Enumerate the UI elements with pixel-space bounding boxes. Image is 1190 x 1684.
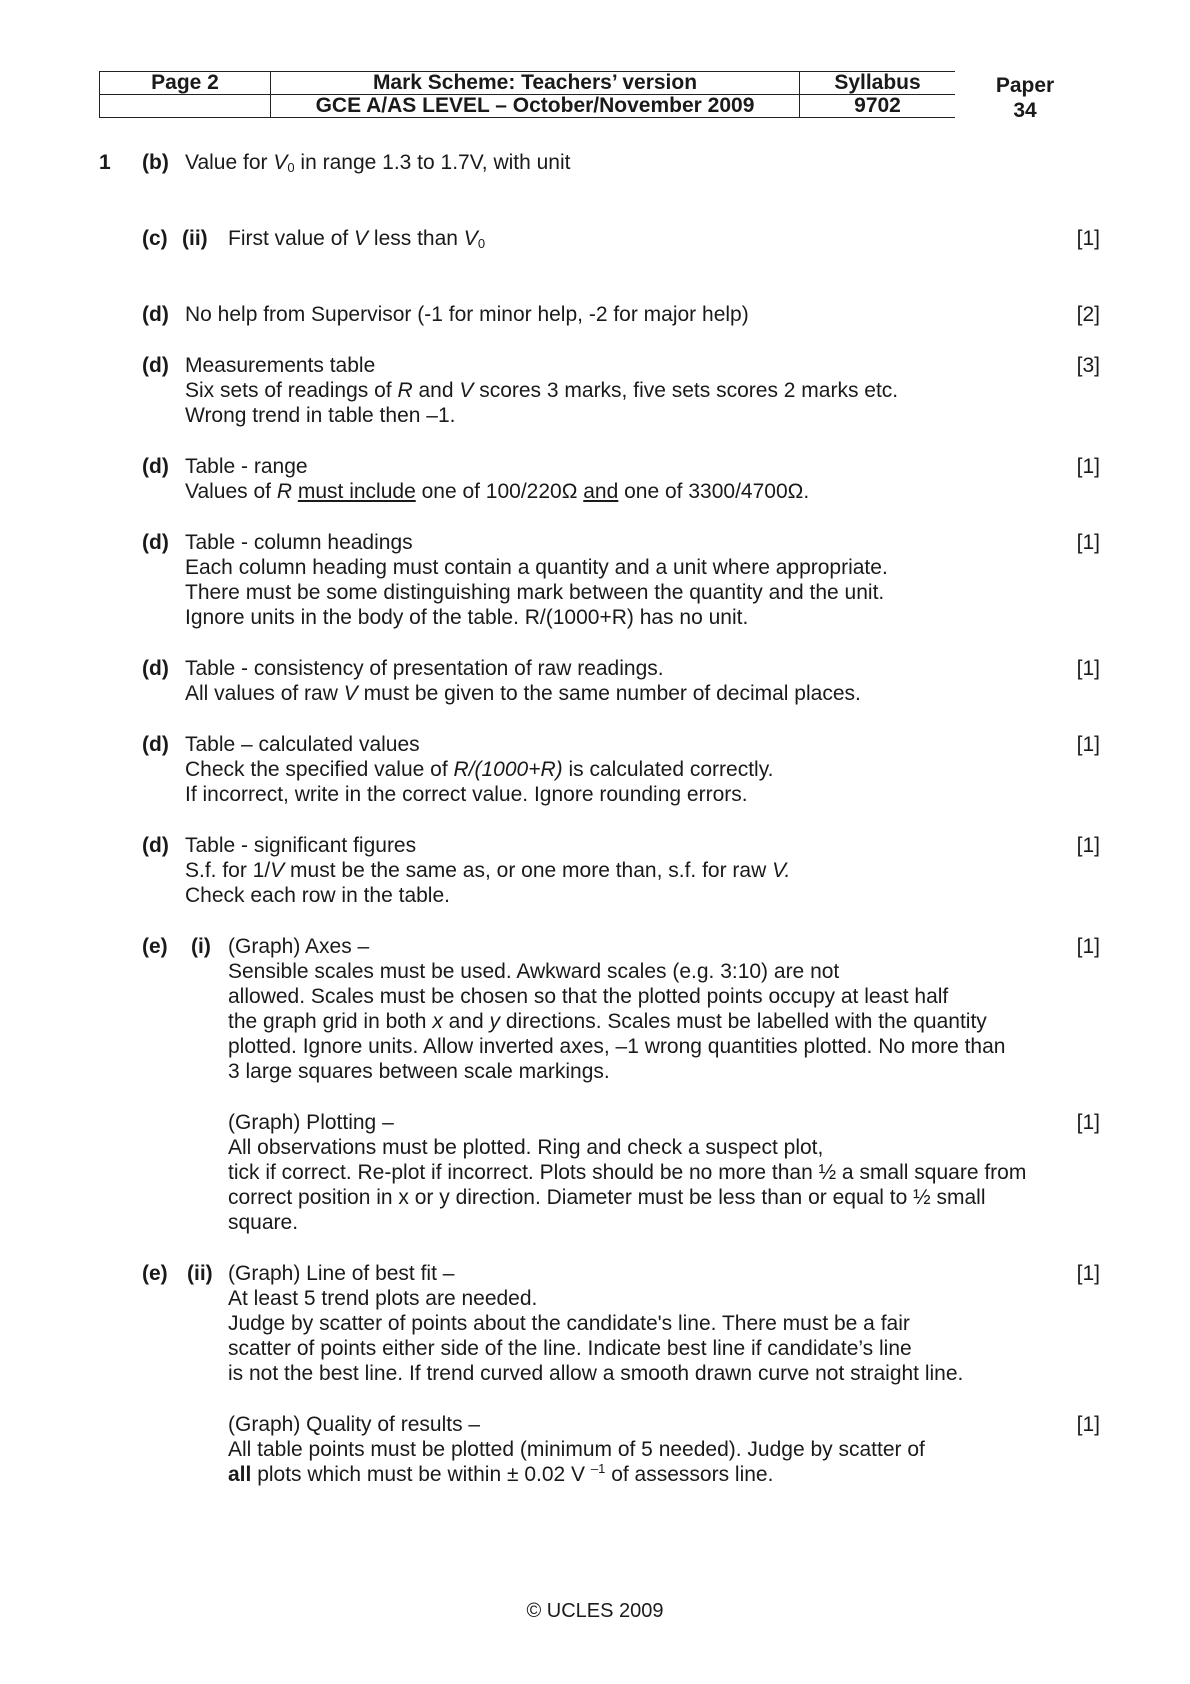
item-mark: [3] [1076,354,1100,377]
item-title: Table - significant figures [185,834,417,857]
syllabus-code: 9702 [800,95,956,118]
item-line: Six sets of readings of R and V scores 3 marks, five sets scores 2 marks etc. [185,379,899,402]
item-line: Ignore units in the body of the table. R/(1000+R) has no unit. [185,606,749,629]
item-line: All observations must be plotted. Ring and check a suspect plot, [228,1136,824,1159]
item-line: plotted. Ignore units. Allow inverted axes, –1 wrong quantities plotted. No more than [228,1035,1006,1058]
item-line: 3 large squares between scale markings. [228,1060,610,1083]
item-line: the graph grid in both x and y directions. Scales must be labelled with the quantity [228,1010,987,1033]
item-line: All values of raw V must be given to the same number of decimal places. [185,682,861,705]
item-label: (e) [142,1262,168,1285]
item-line: If incorrect, write in the correct value. Ignore rounding errors. [185,783,748,806]
item-title: Table - consistency of presentation of raw readings. [185,657,664,680]
paper-info [975,73,1075,123]
question-number: 1 [99,151,111,174]
item-mark: [1] [1076,1111,1100,1134]
item-mark: [1] [1076,1413,1100,1436]
item-mark: [1] [1076,227,1100,250]
item-label: (b) [142,151,169,174]
item-label: (d) [142,354,169,377]
item-line: At least 5 trend plots are needed. [228,1287,538,1310]
item-sublabel: (ii) [182,227,208,250]
header-empty-cell [100,95,271,118]
item-text: First value of V less than $V_0$ [228,227,486,251]
item-label: (d) [142,303,169,326]
item-mark: [2] [1076,303,1100,326]
item-line: There must be some distinguishing mark between the quantity and the unit. [185,581,885,604]
item-title: (Graph) Axes – [228,935,370,958]
item-line: Check each row in the table. [185,884,450,907]
item-title: Table – calculated values [185,733,420,756]
item-line: is not the best line. If trend curved allow a smooth drawn curve not straight line. [228,1362,964,1385]
item-text: Value for $V_0$ in range 1.3 to 1.7V, with unit [185,151,571,175]
header-row-1 [100,72,956,95]
document-subtitle: GCE A/AS LEVEL – October/November 2009 [271,95,800,118]
item-line: Each column heading must contain a quantity and a unit where appropriate. [185,556,888,579]
header-row-2 [100,95,956,118]
header-table [99,71,955,118]
item-line: allowed. Scales must be chosen so that the plotted points occupy at least half [228,985,949,1008]
item-mark: [1] [1076,935,1100,958]
item-title: (Graph) Quality of results – [228,1413,481,1436]
syllabus-label: Syllabus [800,72,956,95]
item-line: all plots which must be within ± 0.02 V $^{-1}$ of assessors line. [228,1461,774,1486]
item-mark: [1] [1076,733,1100,756]
paper-label: Paper [995,74,1055,97]
item-sublabel: (ii) [187,1262,213,1285]
item-mark: [1] [1076,1262,1100,1285]
item-mark: [1] [1076,531,1100,554]
item-title: Table - column headings [185,531,413,554]
item-line: All table points must be plotted (minimum of 5 needed). Judge by scatter of [228,1438,925,1461]
item-label: (d) [142,834,169,857]
item-line: Sensible scales must be used. Awkward scales (e.g. 3:10) are not [228,960,840,983]
paper-number: 34 [1013,99,1037,122]
item-label: (d) [142,733,169,756]
document-title: Mark Scheme: Teachers’ version [271,72,800,95]
item-title: (Graph) Line of best fit – [228,1262,455,1285]
item-title: (Graph) Plotting – [228,1111,394,1134]
item-mark: [1] [1076,834,1100,857]
page-label: Page 2 [100,72,271,95]
item-title: Measurements table [185,354,376,377]
item-line: correct position in x or y direction. Diameter must be less than or equal to ½ small [228,1186,986,1209]
item-text: No help from Supervisor (-1 for minor help, -2 for major help) [185,303,749,326]
item-line: S.f. for 1/V must be the same as, or one more than, s.f. for raw V. [185,859,791,882]
item-label: (e) [142,935,168,958]
item-line: scatter of points either side of the line. Indicate best line if candidate’s line [228,1337,912,1360]
item-label: (c) [142,227,168,250]
item-line: Check the specified value of R/(1000+R) is calculated correctly. [185,758,774,781]
item-line: Values of R must include one of 100/220Ω and one of 3300/4700Ω. [185,480,810,503]
item-mark: [1] [1076,455,1100,478]
item-mark: [1] [1076,657,1100,680]
item-line: Wrong trend in table then –1. [185,404,456,427]
item-label: (d) [142,455,169,478]
item-line: square. [228,1211,299,1234]
item-line: tick if correct. Re-plot if incorrect. Plots should be no more than ½ a small square from [228,1161,1027,1184]
item-title: Table - range [185,455,308,478]
item-label: (d) [142,657,169,680]
item-sublabel: (i) [191,935,211,958]
item-line: Judge by scatter of points about the candidate's line. There must be a fair [228,1312,910,1335]
page-footer: © UCLES 2009 [526,1600,664,1622]
item-label: (d) [142,531,169,554]
